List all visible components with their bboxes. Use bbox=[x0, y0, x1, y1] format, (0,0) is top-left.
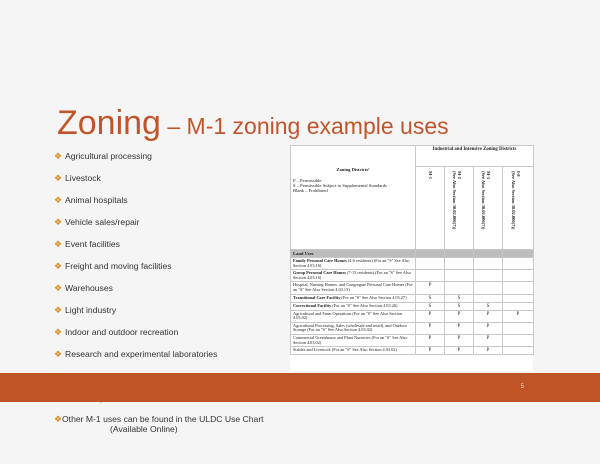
diamond-bullet-icon: ❖ bbox=[54, 173, 63, 183]
diamond-bullet-icon: ❖ bbox=[54, 261, 63, 271]
table-row: Correctional Facility (For an "S" See Also Section 4.03.26) S S S bbox=[291, 302, 534, 310]
diamond-bullet-icon: ❖ bbox=[54, 195, 63, 205]
use-chart-table bbox=[290, 145, 534, 355]
bullet-item: ❖ Livestock bbox=[54, 173, 101, 183]
diamond-bullet-icon: ❖ bbox=[54, 217, 63, 227]
group-header: Industrial and Intensive Zoning Districts bbox=[416, 146, 534, 167]
footer-band bbox=[0, 373, 600, 402]
column-header-m3: M-3 (See Also Section 30.02.006(7)) bbox=[474, 167, 503, 250]
bullet-item: ❖ Warehouses bbox=[54, 283, 113, 293]
slide-title bbox=[57, 104, 449, 143]
land-uses-label: Land Uses bbox=[291, 250, 416, 258]
bullet-item-other-uses: ❖ Other M-1 uses can be found in the ULDC Use Chart (Available Online) bbox=[54, 414, 264, 434]
diamond-bullet-icon: ❖ bbox=[54, 327, 63, 337]
bullet-item: ❖ Light industry bbox=[54, 305, 117, 315]
title-main: Zoning bbox=[57, 104, 161, 142]
column-header-i8: I-8 (See Also Section 30.02.006(7)) bbox=[503, 167, 534, 250]
legend-blank: Blank – Prohibited bbox=[293, 188, 328, 193]
bullet-item: ❖ Event facilities bbox=[54, 239, 120, 249]
legend-p: P – Permissible bbox=[293, 178, 322, 183]
table-row: Agricultural Processing, Sales (wholesale and retail), and Outdoor Storage (For an "S" See Also Section 4.03.02) P P P bbox=[291, 322, 534, 334]
table-row: Commercial Greenhouse and Plant Nurseries (For an "S" See Also Section 4.03.02) P P P bbox=[291, 334, 534, 346]
diamond-bullet-icon: ❖ bbox=[54, 305, 63, 315]
title-sub: – M-1 zoning example uses bbox=[160, 113, 449, 139]
table-row: Agricultural and Farm Operations (For an "S" See Also Section 4.03.02) P P P P bbox=[291, 310, 534, 322]
bullet-item: ❖ Vehicle sales/repair bbox=[54, 217, 140, 227]
zoning-legend-cell bbox=[291, 146, 416, 250]
column-header-m1: M-1 bbox=[416, 167, 445, 250]
bullet-item: ❖ Freight and moving facilities bbox=[54, 261, 172, 271]
zoning-districts-label: Zoning Districts¹ bbox=[336, 167, 370, 172]
bullet-item: ❖ Animal hospitals bbox=[54, 195, 128, 205]
diamond-bullet-icon: ❖ bbox=[54, 239, 63, 249]
legend-s: S – Permissible Subject to Supplemental Standards bbox=[293, 183, 387, 188]
table-row: Family Personal Care Homes (4-6 residents) (For an "S" See Also Section 4.03.16) bbox=[291, 258, 534, 270]
table-row: Stables and Livestock (For an "S" See Also Section 4.03.02) P P P bbox=[291, 347, 534, 355]
use-chart-table-image bbox=[290, 145, 533, 371]
table-row: Transitional Care Facility (For an "S" See Also Section 4.03.27) S S bbox=[291, 294, 534, 302]
bullet-item: ❖ Agricultural processing bbox=[54, 151, 152, 161]
diamond-bullet-icon: ❖ bbox=[54, 349, 63, 359]
page-number: 5 bbox=[520, 384, 524, 390]
diamond-bullet-icon: ❖ bbox=[54, 151, 63, 161]
table-row: Hospital, Nursing Homes, and Congregate Personal Care Homes (For an "S" See Also Section 4.03.13) P bbox=[291, 282, 534, 294]
table-row: Group Personal Care Homes (7-15 residents) (For an "S" See Also Section 4.03.16) bbox=[291, 270, 534, 282]
bullet-item: ❖ Indoor and outdoor recreation bbox=[54, 327, 179, 337]
diamond-bullet-icon: ❖ bbox=[54, 414, 63, 424]
diamond-bullet-icon: ❖ bbox=[54, 283, 63, 293]
bullet-item: ❖ Research and experimental laboratories bbox=[54, 349, 218, 359]
column-header-m2: M-2 (See Also Section 30.02.006(7)) bbox=[445, 167, 474, 250]
